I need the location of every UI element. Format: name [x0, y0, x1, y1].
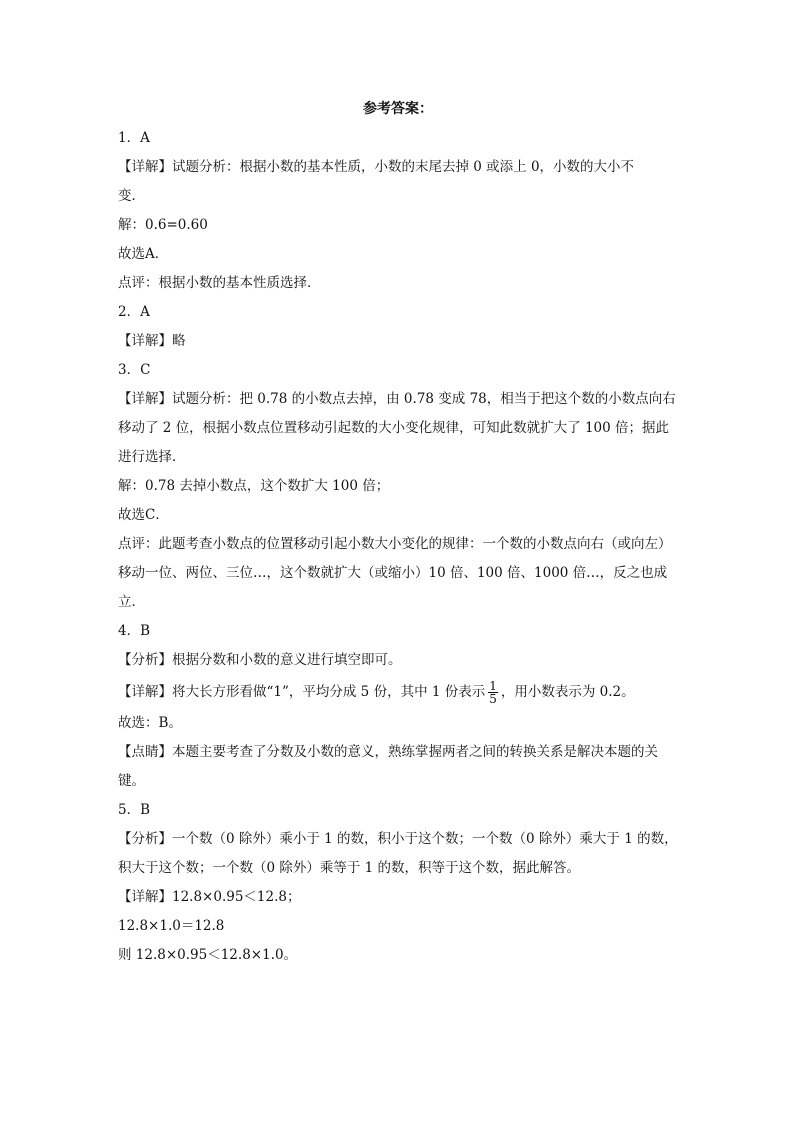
q4-detail	[118, 675, 678, 709]
q4-tip-line-2: 键。	[118, 773, 145, 789]
q4-detail-text-before: 【详解】将大长方形看做“1”，平均分成 5 份，其中 1 份表示	[118, 684, 486, 700]
fraction-one-fifth	[488, 680, 498, 705]
q4-detail-text-after: ，用小数表示为 0.2。	[500, 684, 635, 700]
q1-comment: 点评：根据小数的基本性质选择．	[118, 275, 321, 291]
q5-analysis-line-1: 【分析】一个数（0 除外）乘小于 1 的数，积小于这个数；一个数（0 除外）乘大于 1 的数，	[118, 831, 678, 847]
q5-analysis-line-2: 积大于这个数；一个数（0 除外）乘等于 1 的数，积等于这个数，据此解答。	[118, 860, 581, 876]
q1-choice: 故选A．	[118, 246, 169, 262]
q5-answer: 5．B	[118, 802, 151, 818]
q3-detail-line-2: 移动了 2 位，根据小数点位置移动引起数的大小变化规律，可知此数就扩大了 100 倍；据此	[118, 420, 670, 436]
q2-answer: 2．A	[118, 304, 150, 320]
q3-comment-line-3: 立．	[118, 594, 145, 610]
answer-content	[118, 96, 678, 970]
fraction-numerator: 1	[489, 679, 497, 693]
q3-detail-line-1: 【详解】试题分析：把 0.78 的小数点去掉，由 0.78 变成 78，相当于把这个数的小数点向右	[118, 391, 676, 407]
q3-comment-line-1: 点评：此题考查小数点的位置移动引起小数大小变化的规律：一个数的小数点向右（或向左）	[118, 536, 672, 552]
q5-detail-line-1: 【详解】12.8×0.95＜12.8；	[118, 889, 301, 905]
q3-choice: 故选C．	[118, 507, 169, 523]
fraction-denominator: 5	[489, 692, 497, 706]
q1-detail-line-1: 【详解】试题分析：根据小数的基本性质，小数的末尾去掉 0 或添上 0，小数的大小不	[118, 159, 635, 175]
q3-comment-line-2: 移动一位、两位、三位…，这个数就扩大（或缩小）10 倍、100 倍、1000 倍…，反之也成	[118, 565, 668, 581]
q4-choice: 故选：B。	[118, 715, 182, 731]
q3-answer: 3．C	[118, 362, 151, 378]
q3-detail-line-3: 进行选择．	[118, 449, 186, 465]
q1-solution: 解：0.6=0.60	[118, 217, 208, 233]
q1-answer: 1．A	[118, 130, 150, 146]
q5-detail-line-2: 12.8×1.0＝12.8	[118, 918, 225, 934]
page-title: 参考答案：	[363, 101, 433, 117]
q1-detail-line-2: 变．	[118, 188, 145, 204]
q5-detail-line-3: 则 12.8×0.95＜12.8×1.0。	[118, 947, 298, 963]
q4-answer: 4．B	[118, 623, 151, 639]
q4-tip-line-1: 【点睛】本题主要考查了分数及小数的意义，熟练掌握两者之间的转换关系是解决本题的关	[118, 744, 658, 760]
q2-detail: 【详解】略	[118, 333, 186, 349]
q4-analysis: 【分析】根据分数和小数的意义进行填空即可。	[118, 652, 402, 668]
q3-solution: 解：0.78 去掉小数点，这个数扩大 100 倍；	[118, 478, 390, 494]
